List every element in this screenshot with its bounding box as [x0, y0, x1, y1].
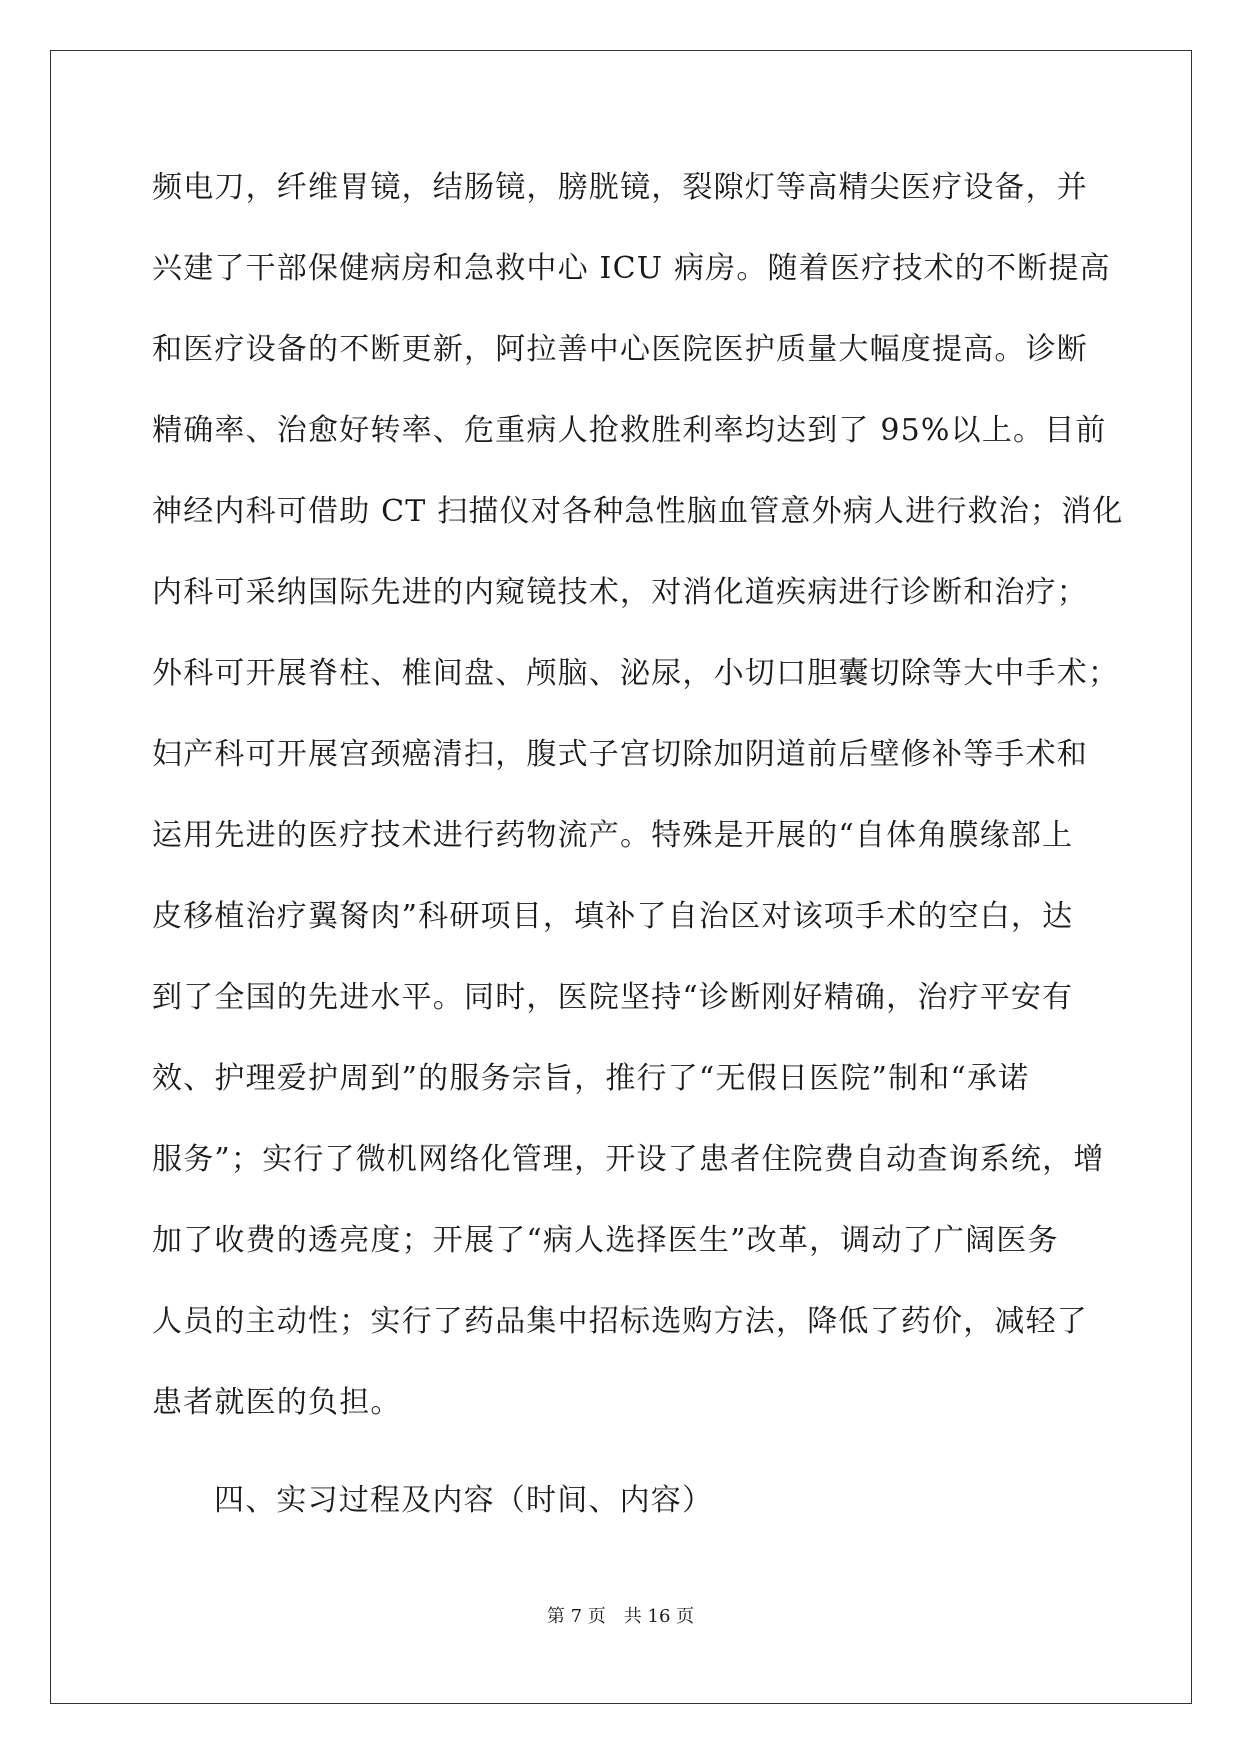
- paragraph-line: 精确率、治愈好转率、危重病人抢救胜利率均达到了 95%以上。目前: [152, 413, 1107, 448]
- paragraph-line: 频电刀，纤维胃镜，结肠镜，膀胱镜，裂隙灯等高精尖医疗设备，并: [152, 170, 1088, 205]
- paragraph-line: 人员的主动性；实行了药品集中招标选购方法，降低了药价，减轻了: [152, 1304, 1088, 1339]
- paragraph-line: 到了全国的先进水平。同时，医院坚持“诊断刚好精确，治疗平安有: [152, 980, 1074, 1015]
- paragraph-line: 运用先进的医疗技术进行药物流产。特殊是开展的“自体角膜缘部上: [152, 818, 1074, 853]
- body-paragraph: [152, 160, 1124, 1456]
- paragraph-line: 加了收费的透亮度；开展了“病人选择医生”改革，调动了广阔医务: [152, 1223, 1059, 1258]
- page-number-footer: 第 7 页 共 16 页: [546, 1606, 695, 1627]
- paragraph-line: 兴建了干部保健病房和急救中心 ICU 病房。随着医疗技术的不断提高: [152, 251, 1111, 286]
- paragraph-line: 患者就医的负担。: [152, 1385, 402, 1420]
- section-heading: 四、实习过程及内容（时间、内容）: [214, 1483, 714, 1518]
- paragraph-line: 内科可采纳国际先进的内窥镜技术，对消化道疾病进行诊断和治疗；: [152, 575, 1088, 610]
- paragraph-line: 妇产科可开展宫颈癌清扫，腹式子宫切除加阴道前后壁修补等手术和: [152, 737, 1088, 772]
- paragraph-line: 皮移植治疗翼胬肉”科研项目，填补了自治区对该项手术的空白，达: [152, 899, 1074, 934]
- paragraph-line: 外科可开展脊柱、椎间盘、颅脑、泌尿，小切口胆囊切除等大中手术；: [152, 656, 1120, 691]
- paragraph-line: 和医疗设备的不断更新，阿拉善中心医院医护质量大幅度提高。诊断: [152, 332, 1088, 367]
- paragraph-line: 服务”；实行了微机网络化管理，开设了患者住院费自动查询系统，增: [152, 1142, 1105, 1177]
- paragraph-line: 效、护理爱护周到”的服务宗旨，推行了“无假日医院”制和“承诺: [152, 1061, 1030, 1096]
- paragraph-line: 神经内科可借助 CT 扫描仪对各种急性脑血管意外病人进行救治；消化: [152, 494, 1124, 529]
